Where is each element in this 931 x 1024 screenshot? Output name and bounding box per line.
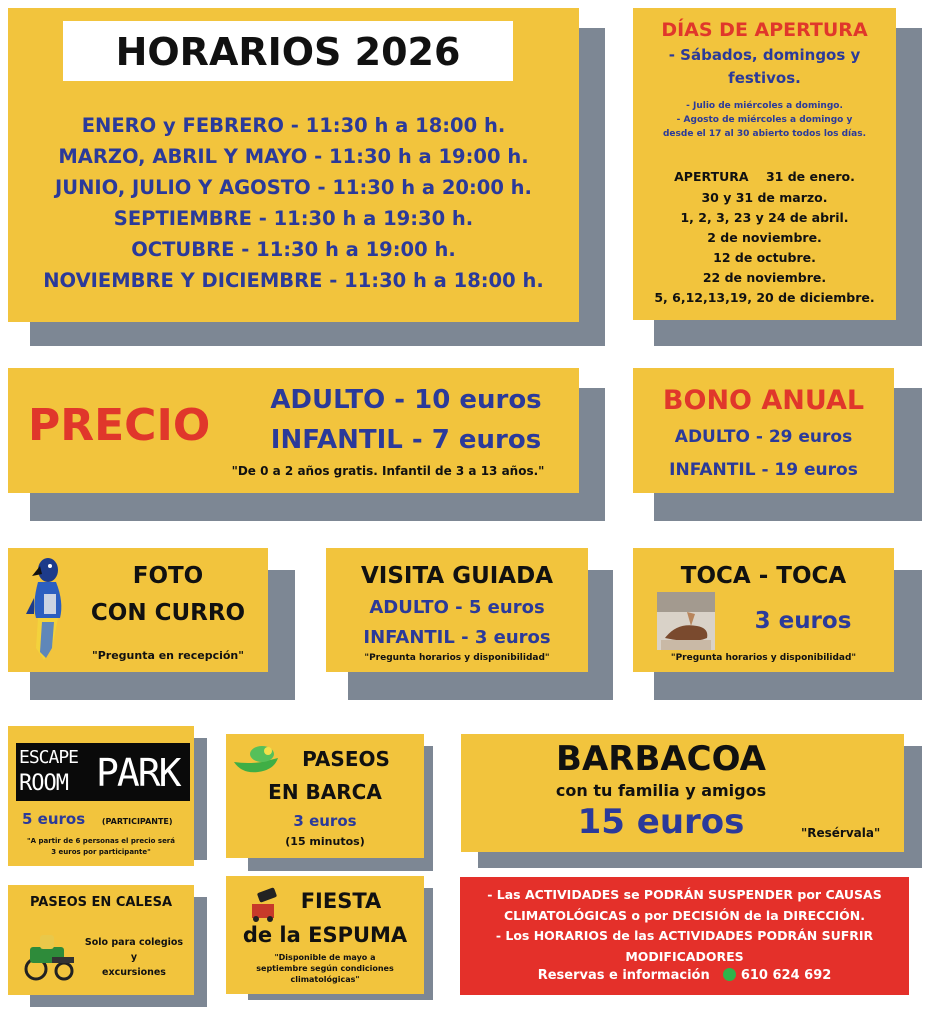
barca-duration: (15 minutos): [285, 835, 365, 848]
phone-number[interactable]: 610 624 692: [740, 968, 832, 983]
foto-curro-panel: [8, 548, 268, 672]
horarios-panel: [8, 8, 579, 322]
contact-label: Reservas e información: [537, 968, 710, 983]
logo-escape: ESCAPE: [19, 747, 79, 768]
barbacoa-panel: [461, 734, 904, 852]
horario-line: SEPTIEMBRE - 11:30 h a 19:30 h.: [113, 207, 474, 230]
horario-line: OCTUBRE - 11:30 h a 19:00 h.: [131, 238, 456, 261]
dias-main-line2: festivos.: [728, 69, 801, 87]
barbacoa-price: 15 euros: [577, 802, 745, 842]
barbacoa-note: "Resérvala": [801, 826, 881, 840]
toca-title: TOCA - TOCA: [680, 563, 847, 589]
precio-infantil: INFANTIL - 7 euros: [270, 425, 542, 455]
espuma-line2: de la ESPUMA: [242, 923, 408, 947]
escape-note: "A partir de 6 personas el precio será 3 euros por participante": [26, 837, 175, 856]
bono-infantil: INFANTIL - 19 euros: [669, 460, 858, 480]
escape-price: 5 euros: [22, 810, 86, 828]
notice-panel: [460, 877, 909, 995]
precio-note: "De 0 a 2 años gratis. Infantil de 3 a 13 años.": [231, 464, 545, 478]
barbacoa-subtitle: con tu familia y amigos: [555, 781, 767, 800]
horario-line: JUNIO, JULIO Y AGOSTO - 11:30 h a 20:00 h.: [55, 176, 532, 199]
escape-price-line: [22, 809, 173, 828]
visita-adulto: ADULTO - 5 euros: [369, 597, 545, 618]
fiesta-espuma-panel: [226, 876, 424, 994]
escape-room-logo: [16, 743, 190, 801]
barca-line2: EN BARCA: [268, 780, 382, 804]
bono-anual-panel: [633, 368, 894, 493]
escape-room-panel: [8, 726, 194, 866]
toca-toca-panel: [633, 548, 894, 672]
visita-title: VISITA GUIADA: [361, 563, 553, 589]
apertura-first-line: APERTURA 31 de enero.: [674, 169, 855, 184]
foto-line2: CON CURRO: [90, 600, 246, 626]
visita-note: "Pregunta horarios y disponibilidad": [364, 653, 550, 663]
parrot-icon: [22, 552, 72, 670]
dias-main-line1: - Sábados, domingos y: [668, 46, 861, 64]
logo-room: ROOM: [19, 771, 68, 796]
dias-apertura-panel: [633, 8, 896, 320]
horario-line: MARZO, ABRIL Y MAYO - 11:30 h a 19:00 h.: [58, 145, 529, 168]
logo-park: PARK: [96, 751, 180, 795]
bono-title: BONO ANUAL: [662, 385, 865, 416]
horario-line: ENERO y FEBRERO - 11:30 h a 18:00 h.: [81, 114, 506, 137]
horarios-lines: [8, 110, 579, 296]
precio-panel: [8, 368, 579, 493]
horario-line: NOVIEMBRE Y DICIEMBRE - 11:30 h a 18:00 h.: [43, 269, 544, 292]
carriage-icon: [22, 931, 78, 981]
toca-price: 3 euros: [754, 608, 852, 634]
dias-title: DÍAS DE APERTURA: [661, 19, 868, 41]
visita-infantil: INFANTIL - 3 euros: [363, 627, 551, 648]
espuma-line1: FIESTA: [300, 889, 382, 913]
precio-label: PRECIO: [28, 400, 211, 451]
whatsapp-icon: [723, 968, 736, 981]
paseos-calesa-panel: [8, 885, 194, 995]
escape-price-note: (PARTICIPANTE): [101, 817, 173, 826]
espuma-note: "Disponible de mayo a septiembre según condiciones climatológicas": [256, 953, 394, 984]
foto-note: "Pregunta en recepción": [92, 649, 244, 662]
paseos-barca-panel: [226, 734, 424, 858]
notice-lines: - Las ACTIVIDADES se PODRÁN SUSPENDER por CAUSAS CLIMATOLÓGICAS o por DECISIÓN de la DIRECCIÓN. - Los HORARIOS de las ACTIVIDADES PODRÁN SUFRIR MODIFICADORES: [487, 887, 882, 964]
barca-price: 3 euros: [293, 812, 357, 830]
barca-line1: PASEOS: [302, 747, 390, 771]
animal-photo-icon: [657, 592, 715, 650]
visita-guiada-panel: [326, 548, 588, 672]
calesa-title: PASEOS EN CALESA: [29, 895, 173, 910]
boat-icon: [232, 742, 280, 776]
apertura-dates: 30 y 31 de marzo. 1, 2, 3, 23 y 24 de abril. 2 de noviembre. 12 de octubre. 22 de noviembre. 5, 6,12,13,19, 20 de diciembre.: [654, 190, 875, 305]
calesa-description: Solo para colegios y excursiones: [84, 937, 184, 978]
foto-line1: FOTO: [132, 563, 204, 589]
bono-adulto: ADULTO - 29 euros: [674, 427, 853, 447]
toca-note: "Pregunta horarios y disponibilidad": [670, 653, 857, 663]
contact-line: [460, 968, 909, 983]
dias-small-notes: - Julio de miércoles a domingo. - Agosto de miércoles a domingo y desde el 17 al 30 abierto todos los días.: [662, 101, 866, 139]
barbacoa-title: BARBACOA: [556, 739, 766, 779]
precio-adulto: ADULTO - 10 euros: [270, 385, 542, 415]
horarios-title: HORARIOS 2026: [115, 30, 461, 74]
